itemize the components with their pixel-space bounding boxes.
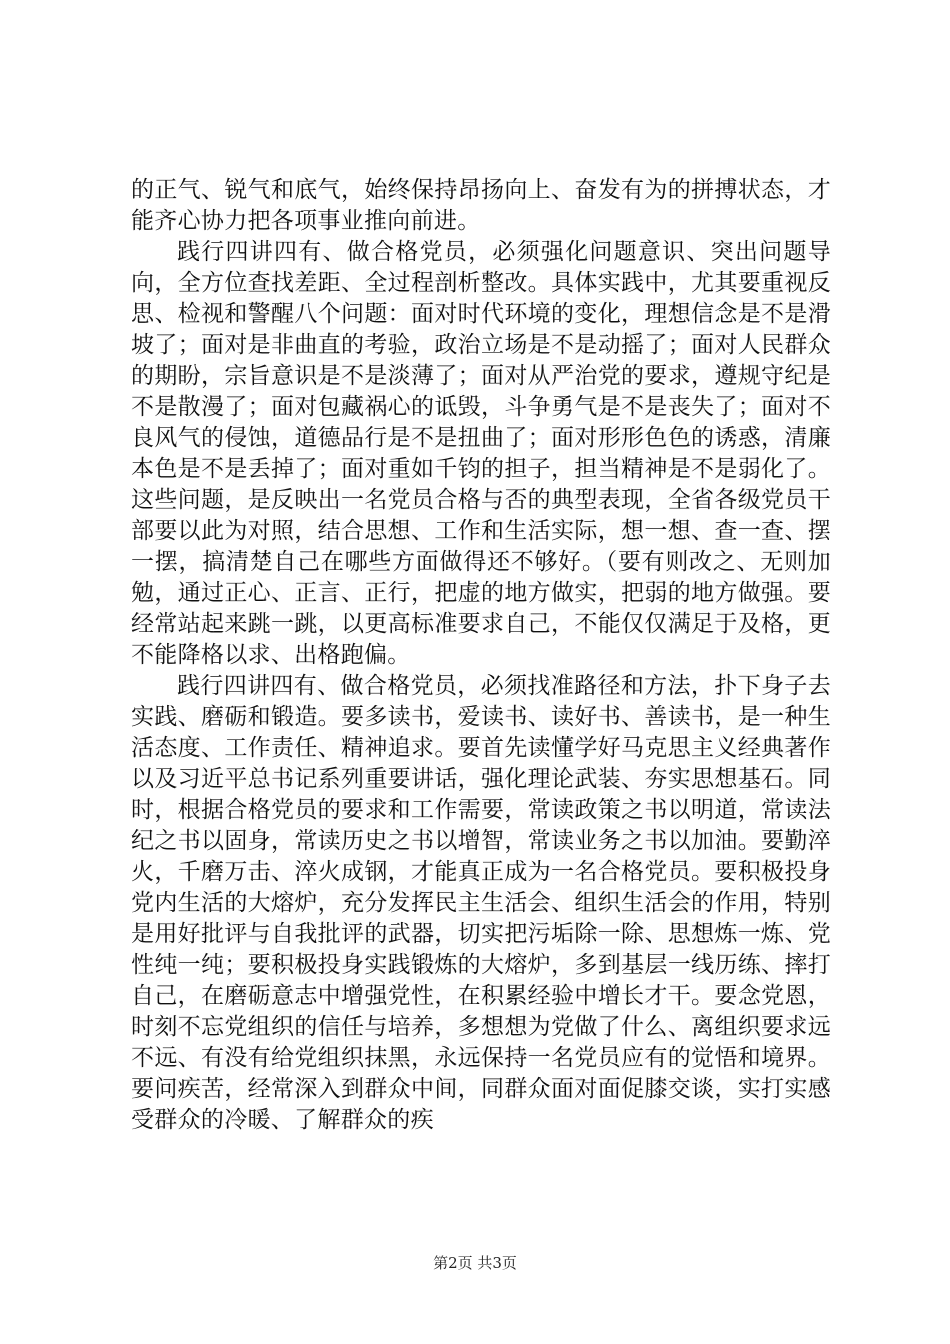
paragraph-continuation: 的正气、锐气和底气，始终保持昂扬向上、奋发有为的拼搏状态，才能齐心协力把各项事业推向前进。 [131,177,831,234]
paragraph-problem-awareness: 践行四讲四有、做合格党员，必须强化问题意识、突出问题导向，全方位查找差距、全过程剖析整改。具体实践中，尤其要重视反思、检视和警醒八个问题：面对时代环境的变化，理想信念是不是滑坡了；面对是非曲直的考验，政治立场是不是动摇了；面对人民群众的期盼，宗旨意识是不是淡薄了；面对从严治党的要求，遵规守纪是不是散漫了；面对包藏祸心的诋毁，斗争勇气是不是丧失了；面对不良风气的侵蚀，道德品行是不是扭曲了；面对形形色色的诱惑，清廉本色是不是丢掉了；面对重如千钧的担子，担当精神是不是弱化了。这些问题，是反映出一名党员合格与否的典型表现，全省各级党员干部要以此为对照，结合思想、工作和生活实际，想一想、查一查、摆一摆，搞清楚自己在哪些方面做得还不够好。（要有则改之、无则加勉，通过正心、正言、正行，把虚的地方做实，把弱的地方做强。要经常站起来跳一跳，以更高标准要求自己，不能仅仅满足于及格，更不能降格以求、出格跑偏。 [131,239,831,668]
page-footer: 第2页 共3页 [433,1254,517,1272]
document-body [131,175,831,1136]
paragraph-path-and-method: 践行四讲四有、做合格党员，必须找准路径和方法，扑下身子去实践、磨砺和锻造。要多读书，爱读书、读好书、善读书，是一种生活态度、工作责任、精神追求。要首先读懂学好马克思主义经典著作以及习近平总书记系列重要讲话，强化理论武装、夯实思想基石。同时，根据合格党员的要求和工作需要，常读政策之书以明道，常读法纪之书以固身，常读历史之书以增智，常读业务之书以加油。要勤淬火，千磨万击、淬火成钢，才能真正成为一名合格党员。要积极投身党内生活的大熔炉，充分发挥民主生活会、组织生活会的作用，特别是用好批评与自我批评的武器，切实把污垢除一除、思想炼一炼、党性纯一纯；要积极投身实践锻炼的大熔炉，多到基层一线历练、摔打自己，在磨砺意志中增强党性，在积累经验中增长才干。要念党恩，时刻不忘党组织的信任与培养，多想想为党做了什么、离组织要求远不远、有没有给党组织抹黑，永远保持一名党员应有的觉悟和境界。要问疾苦，经常深入到群众中间，同群众面对面促膝交谈，实打实感受群众的冷暖、了解群众的疾 [131,673,831,1133]
